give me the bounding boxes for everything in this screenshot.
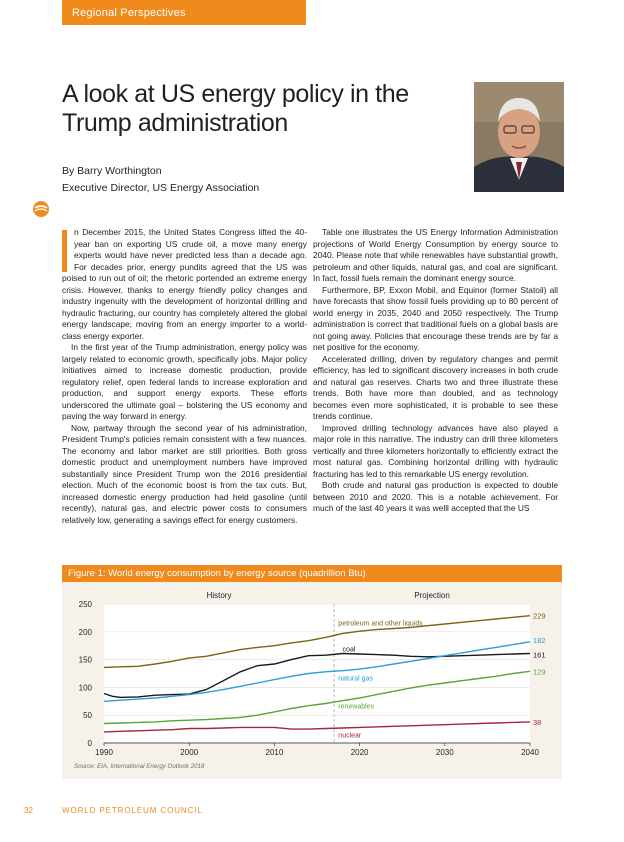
author-block bbox=[62, 163, 259, 197]
wpc-logo-icon bbox=[32, 200, 50, 218]
series-label: nuclear bbox=[338, 732, 362, 740]
x-tick-label: 2000 bbox=[180, 748, 199, 757]
author-photo bbox=[474, 82, 564, 192]
figure-title: Figure 1: World energy consumption by energy source (quadrillion Btu) bbox=[62, 565, 562, 582]
y-tick-label: 0 bbox=[87, 739, 92, 748]
x-tick-label: 1990 bbox=[95, 748, 113, 757]
figure-1 bbox=[62, 565, 562, 779]
series-end-label: 129 bbox=[533, 667, 546, 677]
y-tick-label: 50 bbox=[83, 711, 92, 721]
paragraph: Table one illustrates the US Energy Information Administration projections of World Energy Consumption by energy source to 2040. Please note that while renewables have substantial growth, petroleum and other liquids, natural gas, and coal are significant. In fact, fossil fuels remain the dominant energy source. bbox=[313, 227, 558, 283]
author-title: Executive Director, US Energy Association bbox=[62, 182, 260, 194]
series-label: coal bbox=[342, 646, 356, 654]
series-label: petroleum and other liquids bbox=[338, 620, 423, 628]
y-tick-label: 150 bbox=[78, 655, 92, 665]
article-title: A look at US energy policy in the Trump administration bbox=[62, 80, 409, 137]
drop-cap bbox=[62, 230, 67, 272]
series-end-label: 229 bbox=[533, 611, 546, 621]
series-label: renewables bbox=[338, 703, 375, 711]
paragraph: n December 2015, the United States Congress lifted the 40-year ban on exporting US crude oil, a move many energy experts would have never predicted less than a decade ago. For decades prior, energy pundits agreed that the US was poised to run out of oil; the rhetoric portended an extreme energy crisis. However, thanks to energy friendly policy changes and industry ingenuity with the development of horizontal drilling and hydraulic fracturing, our country has completely altered the global energy landscape; moving from an energy importer to a world-class energy exporter. bbox=[62, 227, 307, 341]
history-label: History bbox=[206, 591, 232, 600]
page-number: 32 bbox=[24, 806, 33, 815]
paragraph: Improved drilling technology advances have also played a major role in this narrative. The industry can drill three kilometers vertically and three kilometers horizontally to efficiently extract the most natural gas. Combining horizontal drilling with hydraulic fracturing has led to this remarkable US energy revolution. bbox=[313, 422, 558, 479]
paragraph: Now, partway through the second year of his administration, President Trump's policies remain consistent with a few nuances. The economy and labor market are still priorities. Both gross domestic product and unemployment numbers have improved substantially since President Trump won the 2016 presidential election. Much of the economic boost is from the tax cuts. But, increased domestic energy production had held gasoline (until recently), natural gas, and electric power costs to consumers relatively low, generating a savings effect for energy customers. bbox=[62, 422, 307, 525]
article-column-right bbox=[313, 227, 558, 515]
paragraph: Accelerated drilling, driven by regulatory changes and permit efficiency, has led to significant discovery increases in both crude and natural gas reserves. Charts two and three illustrate these trends. Both have more than doubled, and as technology becomes even more sophisticated, it is probable to see these trends continue. bbox=[313, 353, 558, 421]
paragraph: Furthermore, BP, Exxon Mobil, and Equinor (former Statoil) all have forecasts that show fossil fuels providing up to 80 percent of world energy in 2035, 2040 and 2050 respectively. The Trump administration is correct that traditional fuels on a global basis are not going away. Policies that encourage these trends are by far a net positive for the economy. bbox=[313, 284, 558, 352]
author-name: By Barry Worthington bbox=[62, 165, 162, 177]
footer-org: WORLD PETROLEUM COUNCIL bbox=[62, 806, 203, 815]
x-tick-label: 2010 bbox=[265, 748, 284, 757]
y-tick-label: 100 bbox=[78, 683, 92, 693]
article-column-left bbox=[62, 227, 307, 526]
paragraph: In the first year of the Trump administration, energy policy was largely related to economic growth, specifically jobs. Major policy initiatives aimed to increase domestic production, provide regulatory relief, open federal lands to increase exploration and production, and support energy exports. These efforts underscored the ultimate goal – bolstering the US economy and paving the way forward in energy. bbox=[62, 342, 307, 421]
x-tick-label: 2020 bbox=[350, 748, 369, 757]
series-end-label: 38 bbox=[533, 717, 542, 727]
energy-chart bbox=[62, 582, 562, 762]
x-tick-label: 2030 bbox=[435, 748, 454, 757]
y-tick-label: 250 bbox=[78, 600, 92, 609]
section-tab: Regional Perspectives bbox=[62, 0, 306, 25]
series-label: natural gas bbox=[338, 675, 373, 683]
plot-area bbox=[104, 604, 530, 743]
y-tick-label: 200 bbox=[78, 627, 92, 637]
series-end-label: 161 bbox=[533, 650, 546, 660]
x-tick-label: 2040 bbox=[521, 748, 539, 757]
series-end-label: 182 bbox=[533, 635, 546, 645]
paragraph: Both crude and natural gas production is expected to double between 2010 and 2020. This is a notable achievement. For much of the last 40 years it was welll accepted that the US bbox=[313, 480, 558, 513]
projection-label: Projection bbox=[414, 591, 450, 600]
figure-source: Source: EIA, International Energy Outlook 2018 bbox=[74, 763, 205, 770]
